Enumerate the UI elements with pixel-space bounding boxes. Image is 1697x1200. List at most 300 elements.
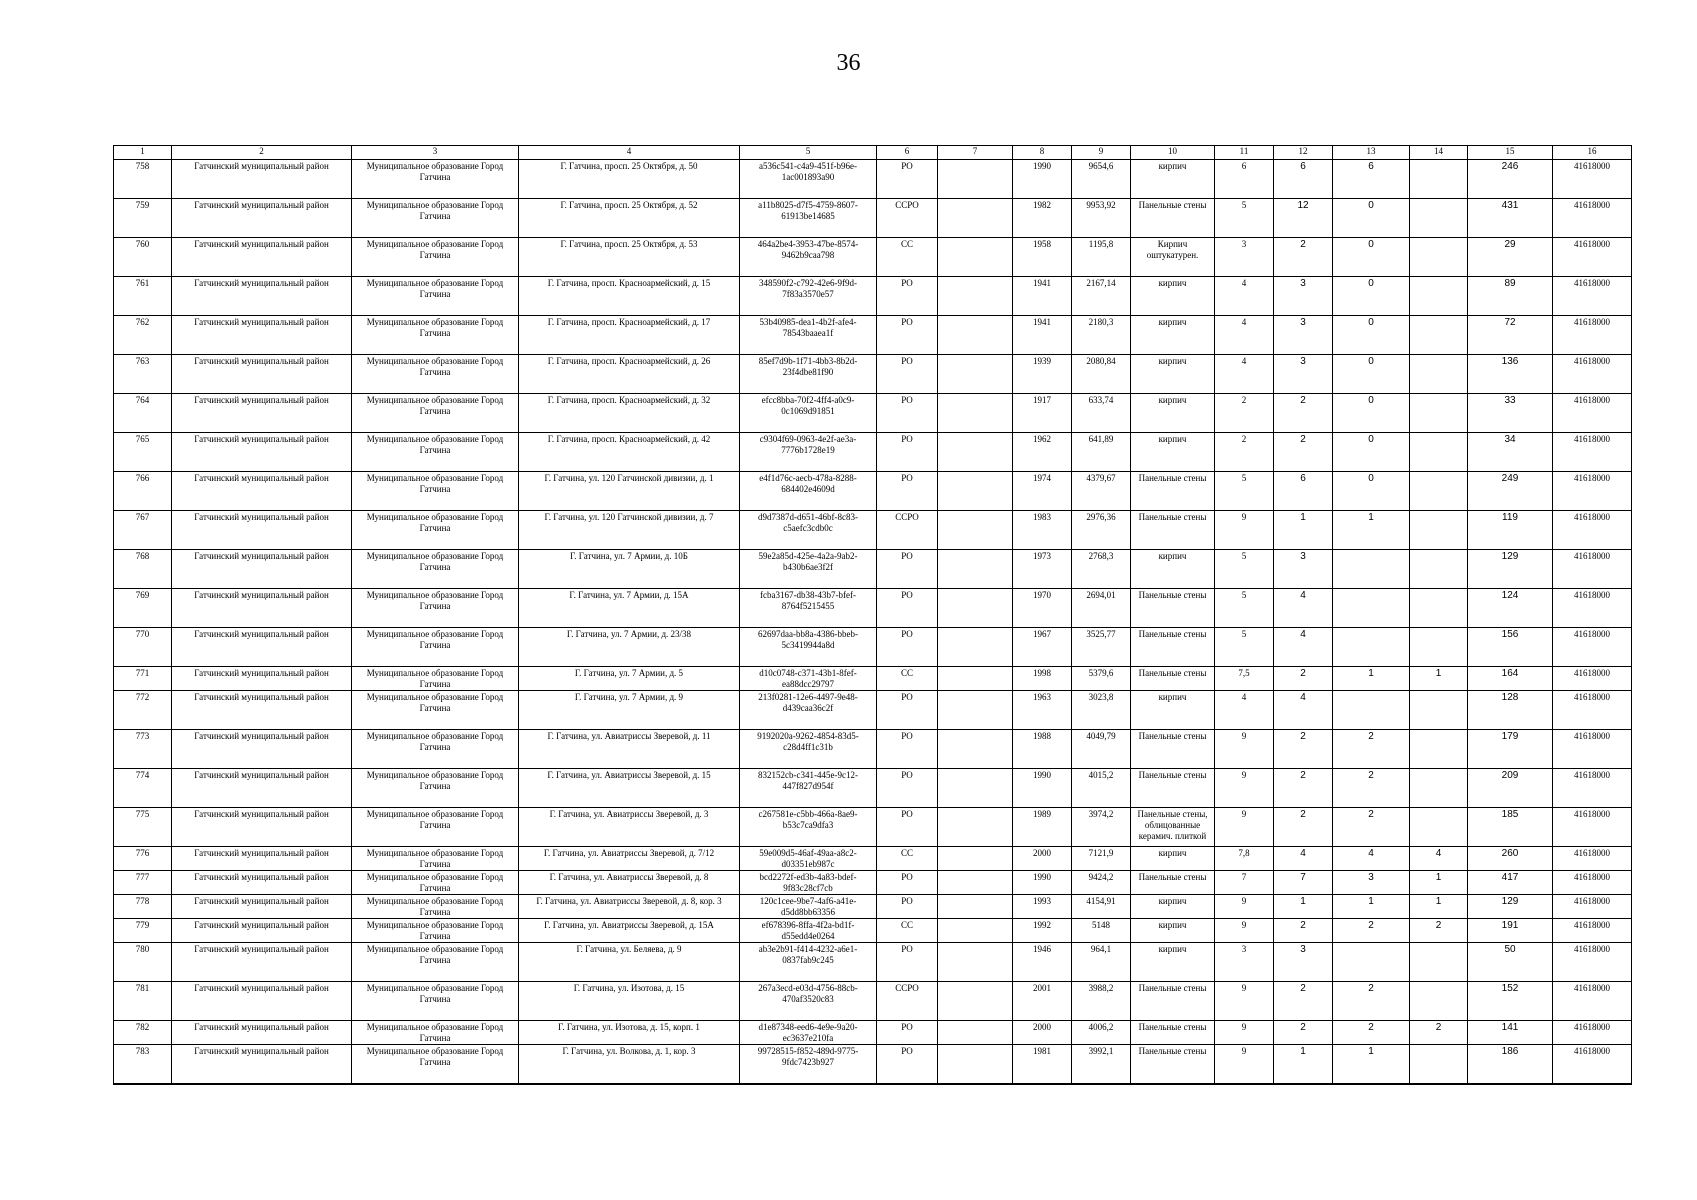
cell-address: Г. Гатчина, ул. 7 Армии, д. 10Б: [519, 550, 740, 589]
table-row: [114, 667, 1632, 691]
cell-municipality: Муниципальное образование Город Гатчина: [352, 943, 519, 982]
cell-wall-material: кирпич: [1131, 691, 1215, 730]
cell-col14: [1410, 355, 1468, 394]
column-header: 5: [740, 146, 877, 160]
cell-col14: [1410, 1045, 1468, 1085]
cell-entrances: 4: [1274, 628, 1333, 667]
cell-municipality: Муниципальное образование Город Гатчина: [352, 1045, 519, 1085]
cell-wall-material: Панельные стены: [1131, 667, 1215, 691]
cell-guid: c267581e-c5bb-466a-8ae9-b53c7ca9dfa3: [740, 808, 877, 847]
cell-residents: 185: [1468, 808, 1553, 847]
cell-row-number: 760: [114, 238, 172, 277]
cell-address: Г. Гатчина, ул. 7 Армии, д. 5: [519, 667, 740, 691]
cell-row-number: 775: [114, 808, 172, 847]
cell-address: Г. Гатчина, ул. Авиатриссы Зверевой, д. 15: [519, 769, 740, 808]
table-row: [114, 238, 1632, 277]
table-row: [114, 472, 1632, 511]
cell-lifts: 2: [1333, 808, 1410, 847]
cell-oktmo: 41618000: [1553, 433, 1632, 472]
cell-floors: 5: [1215, 589, 1274, 628]
cell-category: РО: [877, 1021, 938, 1045]
cell-category: РО: [877, 550, 938, 589]
cell-entrances: 2: [1274, 730, 1333, 769]
cell-address: Г. Гатчина, ул. Авиатриссы Зверевой, д. 7/12: [519, 847, 740, 871]
cell-col14: [1410, 982, 1468, 1021]
cell-guid: 464a2be4-3953-47be-8574-9462b9caa798: [740, 238, 877, 277]
cell-guid: 213f0281-12e6-4497-9e48-d439caa36c2f: [740, 691, 877, 730]
table-row: [114, 199, 1632, 238]
cell-row-number: 768: [114, 550, 172, 589]
cell-municipality: Муниципальное образование Город Гатчина: [352, 847, 519, 871]
cell-area: 9424,2: [1072, 871, 1131, 895]
cell-district: Гатчинский муниципальный район: [172, 730, 352, 769]
cell-col7: [938, 1045, 1013, 1085]
cell-col7: [938, 394, 1013, 433]
cell-residents: 209: [1468, 769, 1553, 808]
cell-wall-material: кирпич: [1131, 847, 1215, 871]
cell-area: 2080,84: [1072, 355, 1131, 394]
cell-oktmo: 41618000: [1553, 871, 1632, 895]
cell-row-number: 777: [114, 871, 172, 895]
cell-address: Г. Гатчина, ул. Волкова, д. 1, кор. 3: [519, 1045, 740, 1085]
cell-residents: 119: [1468, 511, 1553, 550]
cell-guid: 9192020a-9262-4854-83d5-c28d4ff1c31b: [740, 730, 877, 769]
cell-area: 641,89: [1072, 433, 1131, 472]
cell-guid: ef678396-8ffa-4f2a-bd1f-d55edd4e0264: [740, 919, 877, 943]
cell-residents: 50: [1468, 943, 1553, 982]
cell-entrances: 2: [1274, 769, 1333, 808]
cell-residents: 129: [1468, 550, 1553, 589]
cell-lifts: 3: [1333, 871, 1410, 895]
cell-row-number: 773: [114, 730, 172, 769]
cell-wall-material: кирпич: [1131, 316, 1215, 355]
cell-year-built: 1998: [1013, 667, 1072, 691]
cell-residents: 156: [1468, 628, 1553, 667]
cell-guid: efcc8bba-70f2-4ff4-a0c9-0c1069d91851: [740, 394, 877, 433]
cell-residents: 249: [1468, 472, 1553, 511]
column-header: 1: [114, 146, 172, 160]
cell-municipality: Муниципальное образование Город Гатчина: [352, 667, 519, 691]
cell-district: Гатчинский муниципальный район: [172, 943, 352, 982]
cell-area: 3023,8: [1072, 691, 1131, 730]
cell-col7: [938, 316, 1013, 355]
cell-col14: [1410, 943, 1468, 982]
cell-col14: 4: [1410, 847, 1468, 871]
cell-entrances: 2: [1274, 238, 1333, 277]
cell-row-number: 759: [114, 199, 172, 238]
cell-residents: 89: [1468, 277, 1553, 316]
cell-residents: 72: [1468, 316, 1553, 355]
cell-municipality: Муниципальное образование Город Гатчина: [352, 472, 519, 511]
cell-lifts: 2: [1333, 919, 1410, 943]
cell-year-built: 1963: [1013, 691, 1072, 730]
cell-address: Г. Гатчина, просп. Красноармейский, д. 15: [519, 277, 740, 316]
cell-lifts: [1333, 943, 1410, 982]
cell-col7: [938, 847, 1013, 871]
cell-wall-material: кирпич: [1131, 394, 1215, 433]
cell-oktmo: 41618000: [1553, 769, 1632, 808]
cell-municipality: Муниципальное образование Город Гатчина: [352, 769, 519, 808]
cell-district: Гатчинский муниципальный район: [172, 238, 352, 277]
page-number: 36: [836, 50, 861, 76]
cell-municipality: Муниципальное образование Город Гатчина: [352, 691, 519, 730]
cell-lifts: 2: [1333, 769, 1410, 808]
cell-district: Гатчинский муниципальный район: [172, 769, 352, 808]
cell-address: Г. Гатчина, ул. Авиатриссы Зверевой, д. 3: [519, 808, 740, 847]
cell-oktmo: 41618000: [1553, 730, 1632, 769]
cell-row-number: 782: [114, 1021, 172, 1045]
table-row: [114, 589, 1632, 628]
cell-col14: [1410, 808, 1468, 847]
cell-floors: 3: [1215, 943, 1274, 982]
column-header: 2: [172, 146, 352, 160]
cell-oktmo: 41618000: [1553, 589, 1632, 628]
cell-lifts: 0: [1333, 316, 1410, 355]
table-row: [114, 847, 1632, 871]
cell-district: Гатчинский муниципальный район: [172, 589, 352, 628]
cell-district: Гатчинский муниципальный район: [172, 550, 352, 589]
cell-district: Гатчинский муниципальный район: [172, 919, 352, 943]
cell-residents: 141: [1468, 1021, 1553, 1045]
cell-category: РО: [877, 691, 938, 730]
cell-wall-material: кирпич: [1131, 277, 1215, 316]
cell-category: СС: [877, 847, 938, 871]
cell-wall-material: кирпич: [1131, 355, 1215, 394]
cell-row-number: 776: [114, 847, 172, 871]
cell-municipality: Муниципальное образование Город Гатчина: [352, 628, 519, 667]
cell-entrances: 7: [1274, 871, 1333, 895]
cell-area: 3525,77: [1072, 628, 1131, 667]
cell-oktmo: 41618000: [1553, 919, 1632, 943]
cell-lifts: 0: [1333, 472, 1410, 511]
cell-address: Г. Гатчина, просп. Красноармейский, д. 17: [519, 316, 740, 355]
cell-area: 4006,2: [1072, 1021, 1131, 1045]
cell-wall-material: Панельные стены: [1131, 982, 1215, 1021]
cell-residents: 33: [1468, 394, 1553, 433]
cell-municipality: Муниципальное образование Город Гатчина: [352, 919, 519, 943]
cell-oktmo: 41618000: [1553, 316, 1632, 355]
cell-address: Г. Гатчина, просп. Красноармейский, д. 42: [519, 433, 740, 472]
cell-entrances: 2: [1274, 808, 1333, 847]
cell-wall-material: Панельные стены: [1131, 871, 1215, 895]
cell-address: Г. Гатчина, ул. Изотова, д. 15, корп. 1: [519, 1021, 740, 1045]
cell-address: Г. Гатчина, просп. Красноармейский, д. 32: [519, 394, 740, 433]
cell-lifts: [1333, 691, 1410, 730]
cell-wall-material: кирпич: [1131, 433, 1215, 472]
table-row: [114, 628, 1632, 667]
cell-residents: 417: [1468, 871, 1553, 895]
cell-entrances: 2: [1274, 982, 1333, 1021]
cell-floors: 5: [1215, 550, 1274, 589]
cell-category: ССРО: [877, 982, 938, 1021]
cell-entrances: 4: [1274, 589, 1333, 628]
cell-category: РО: [877, 769, 938, 808]
cell-oktmo: 41618000: [1553, 1045, 1632, 1085]
cell-col7: [938, 808, 1013, 847]
cell-year-built: 1946: [1013, 943, 1072, 982]
cell-area: 4049,79: [1072, 730, 1131, 769]
cell-residents: 164: [1468, 667, 1553, 691]
cell-col7: [938, 628, 1013, 667]
cell-guid: a536c541-c4a9-451f-b96e-1ac001893a90: [740, 160, 877, 199]
cell-address: Г. Гатчина, ул. 7 Армии, д. 23/38: [519, 628, 740, 667]
cell-guid: 62697daa-bb8a-4386-bbeb-5c3419944a8d: [740, 628, 877, 667]
cell-entrances: 1: [1274, 511, 1333, 550]
cell-category: РО: [877, 316, 938, 355]
cell-col7: [938, 769, 1013, 808]
cell-col14: 1: [1410, 895, 1468, 919]
cell-area: 9953,92: [1072, 199, 1131, 238]
cell-category: РО: [877, 628, 938, 667]
cell-residents: 152: [1468, 982, 1553, 1021]
cell-lifts: 1: [1333, 511, 1410, 550]
column-header: 11: [1215, 146, 1274, 160]
cell-wall-material: кирпич: [1131, 160, 1215, 199]
cell-municipality: Муниципальное образование Город Гатчина: [352, 199, 519, 238]
cell-col14: 2: [1410, 1021, 1468, 1045]
table-row: [114, 730, 1632, 769]
cell-wall-material: Панельные стены: [1131, 589, 1215, 628]
cell-col7: [938, 238, 1013, 277]
cell-residents: 128: [1468, 691, 1553, 730]
table-row: [114, 691, 1632, 730]
cell-oktmo: 41618000: [1553, 982, 1632, 1021]
cell-row-number: 766: [114, 472, 172, 511]
cell-oktmo: 41618000: [1553, 511, 1632, 550]
column-header: 3: [352, 146, 519, 160]
cell-residents: 34: [1468, 433, 1553, 472]
cell-oktmo: 41618000: [1553, 550, 1632, 589]
cell-col14: [1410, 238, 1468, 277]
cell-lifts: 0: [1333, 433, 1410, 472]
cell-category: СС: [877, 667, 938, 691]
cell-year-built: 1973: [1013, 550, 1072, 589]
cell-oktmo: 41618000: [1553, 667, 1632, 691]
cell-area: 3988,2: [1072, 982, 1131, 1021]
cell-entrances: 6: [1274, 472, 1333, 511]
cell-municipality: Муниципальное образование Город Гатчина: [352, 316, 519, 355]
cell-area: 2976,36: [1072, 511, 1131, 550]
cell-district: Гатчинский муниципальный район: [172, 394, 352, 433]
cell-district: Гатчинский муниципальный район: [172, 472, 352, 511]
cell-oktmo: 41618000: [1553, 1021, 1632, 1045]
cell-guid: 832152cb-c341-445e-9c12-447f827d954f: [740, 769, 877, 808]
table-row: [114, 943, 1632, 982]
cell-entrances: 1: [1274, 895, 1333, 919]
cell-residents: 246: [1468, 160, 1553, 199]
cell-wall-material: кирпич: [1131, 550, 1215, 589]
cell-guid: e4f1d76c-aecb-478a-8288-684402e4609d: [740, 472, 877, 511]
cell-guid: bcd2272f-ed3b-4a83-bdef-9f83c28cf7cb: [740, 871, 877, 895]
cell-area: 2180,3: [1072, 316, 1131, 355]
cell-residents: 124: [1468, 589, 1553, 628]
column-header: 9: [1072, 146, 1131, 160]
cell-year-built: 1990: [1013, 871, 1072, 895]
cell-oktmo: 41618000: [1553, 847, 1632, 871]
cell-area: 2694,01: [1072, 589, 1131, 628]
cell-col14: [1410, 394, 1468, 433]
cell-lifts: [1333, 628, 1410, 667]
cell-lifts: 0: [1333, 277, 1410, 316]
cell-area: 1195,8: [1072, 238, 1131, 277]
table-row: [114, 355, 1632, 394]
cell-district: Гатчинский муниципальный район: [172, 199, 352, 238]
cell-floors: 6: [1215, 160, 1274, 199]
cell-entrances: 3: [1274, 355, 1333, 394]
cell-col7: [938, 982, 1013, 1021]
cell-year-built: 2000: [1013, 847, 1072, 871]
column-header: 6: [877, 146, 938, 160]
cell-col14: [1410, 550, 1468, 589]
cell-col14: 2: [1410, 919, 1468, 943]
cell-wall-material: Панельные стены: [1131, 1045, 1215, 1085]
cell-oktmo: 41618000: [1553, 628, 1632, 667]
cell-guid: d1e87348-eed6-4e9e-9a20-ec3637e210fa: [740, 1021, 877, 1045]
cell-area: 3992,1: [1072, 1045, 1131, 1085]
table-header: [114, 146, 1632, 160]
cell-area: 2167,14: [1072, 277, 1131, 316]
cell-category: РО: [877, 808, 938, 847]
cell-col14: [1410, 628, 1468, 667]
cell-floors: 9: [1215, 730, 1274, 769]
cell-entrances: 2: [1274, 919, 1333, 943]
cell-year-built: 2001: [1013, 982, 1072, 1021]
cell-address: Г. Гатчина, ул. Авиатриссы Зверевой, д. 11: [519, 730, 740, 769]
cell-entrances: 4: [1274, 691, 1333, 730]
cell-district: Гатчинский муниципальный район: [172, 628, 352, 667]
cell-lifts: 4: [1333, 847, 1410, 871]
cell-area: 2768,3: [1072, 550, 1131, 589]
cell-col7: [938, 160, 1013, 199]
cell-floors: 2: [1215, 394, 1274, 433]
cell-row-number: 779: [114, 919, 172, 943]
cell-category: СС: [877, 238, 938, 277]
cell-year-built: 1974: [1013, 472, 1072, 511]
cell-address: Г. Гатчина, ул. Авиатриссы Зверевой, д. 8, кор. 3: [519, 895, 740, 919]
table-body: [114, 160, 1632, 1085]
cell-year-built: 1993: [1013, 895, 1072, 919]
cell-wall-material: кирпич: [1131, 919, 1215, 943]
cell-category: РО: [877, 871, 938, 895]
cell-col14: [1410, 511, 1468, 550]
cell-category: РО: [877, 1045, 938, 1085]
cell-municipality: Муниципальное образование Город Гатчина: [352, 589, 519, 628]
cell-category: ССРО: [877, 199, 938, 238]
cell-row-number: 767: [114, 511, 172, 550]
cell-guid: d10c0748-c371-43b1-8fef-ea88dcc29797: [740, 667, 877, 691]
cell-municipality: Муниципальное образование Город Гатчина: [352, 730, 519, 769]
cell-row-number: 765: [114, 433, 172, 472]
cell-district: Гатчинский муниципальный район: [172, 1045, 352, 1085]
cell-col14: [1410, 433, 1468, 472]
cell-floors: 4: [1215, 355, 1274, 394]
cell-col14: [1410, 589, 1468, 628]
cell-lifts: [1333, 589, 1410, 628]
cell-district: Гатчинский муниципальный район: [172, 433, 352, 472]
cell-year-built: 1970: [1013, 589, 1072, 628]
cell-oktmo: 41618000: [1553, 472, 1632, 511]
cell-wall-material: Панельные стены: [1131, 730, 1215, 769]
cell-residents: 179: [1468, 730, 1553, 769]
cell-floors: 2: [1215, 433, 1274, 472]
cell-wall-material: Панельные стены, облицованные керамич. плиткой: [1131, 808, 1215, 847]
cell-address: Г. Гатчина, ул. 120 Гатчинской дивизии, д. 1: [519, 472, 740, 511]
cell-lifts: 2: [1333, 982, 1410, 1021]
cell-row-number: 780: [114, 943, 172, 982]
cell-year-built: 1917: [1013, 394, 1072, 433]
cell-category: РО: [877, 895, 938, 919]
cell-col14: [1410, 277, 1468, 316]
cell-district: Гатчинский муниципальный район: [172, 871, 352, 895]
cell-category: РО: [877, 589, 938, 628]
header-row: [114, 146, 1632, 160]
cell-floors: 4: [1215, 316, 1274, 355]
cell-col14: [1410, 160, 1468, 199]
cell-year-built: 2000: [1013, 1021, 1072, 1045]
column-header: 16: [1553, 146, 1632, 160]
cell-oktmo: 41618000: [1553, 199, 1632, 238]
column-header: 15: [1468, 146, 1553, 160]
cell-oktmo: 41618000: [1553, 238, 1632, 277]
cell-entrances: 2: [1274, 394, 1333, 433]
cell-row-number: 781: [114, 982, 172, 1021]
cell-address: Г. Гатчина, ул. Изотова, д. 15: [519, 982, 740, 1021]
cell-municipality: Муниципальное образование Город Гатчина: [352, 982, 519, 1021]
cell-col7: [938, 667, 1013, 691]
cell-year-built: 1990: [1013, 160, 1072, 199]
cell-guid: ab3e2b91-f414-4232-a6e1-0837fab9c245: [740, 943, 877, 982]
cell-district: Гатчинский муниципальный район: [172, 691, 352, 730]
cell-floors: 9: [1215, 895, 1274, 919]
cell-address: Г. Гатчина, просп. Красноармейский, д. 26: [519, 355, 740, 394]
table-row: [114, 1021, 1632, 1045]
cell-floors: 9: [1215, 919, 1274, 943]
cell-entrances: 3: [1274, 316, 1333, 355]
cell-residents: 191: [1468, 919, 1553, 943]
cell-col14: [1410, 691, 1468, 730]
cell-col14: [1410, 472, 1468, 511]
cell-col14: 1: [1410, 871, 1468, 895]
cell-floors: 4: [1215, 277, 1274, 316]
cell-municipality: Муниципальное образование Город Гатчина: [352, 238, 519, 277]
cell-col7: [938, 871, 1013, 895]
cell-guid: d9d7387d-d651-46bf-8c83-c5aefc3cdb0c: [740, 511, 877, 550]
table-row: [114, 394, 1632, 433]
cell-row-number: 772: [114, 691, 172, 730]
column-header: 12: [1274, 146, 1333, 160]
cell-col7: [938, 277, 1013, 316]
cell-guid: a11b8025-d7f5-4759-8607-61913be14685: [740, 199, 877, 238]
cell-residents: 136: [1468, 355, 1553, 394]
cell-area: 964,1: [1072, 943, 1131, 982]
cell-municipality: Муниципальное образование Город Гатчина: [352, 394, 519, 433]
cell-municipality: Муниципальное образование Город Гатчина: [352, 1021, 519, 1045]
cell-district: Гатчинский муниципальный район: [172, 895, 352, 919]
cell-municipality: Муниципальное образование Город Гатчина: [352, 277, 519, 316]
cell-col7: [938, 550, 1013, 589]
cell-lifts: 6: [1333, 160, 1410, 199]
cell-floors: 9: [1215, 511, 1274, 550]
cell-category: ССРО: [877, 511, 938, 550]
table-row: [114, 919, 1632, 943]
cell-year-built: 1992: [1013, 919, 1072, 943]
cell-municipality: Муниципальное образование Город Гатчина: [352, 871, 519, 895]
cell-wall-material: Панельные стены: [1131, 511, 1215, 550]
cell-category: РО: [877, 943, 938, 982]
cell-floors: 7,8: [1215, 847, 1274, 871]
cell-lifts: 1: [1333, 895, 1410, 919]
cell-year-built: 1990: [1013, 769, 1072, 808]
